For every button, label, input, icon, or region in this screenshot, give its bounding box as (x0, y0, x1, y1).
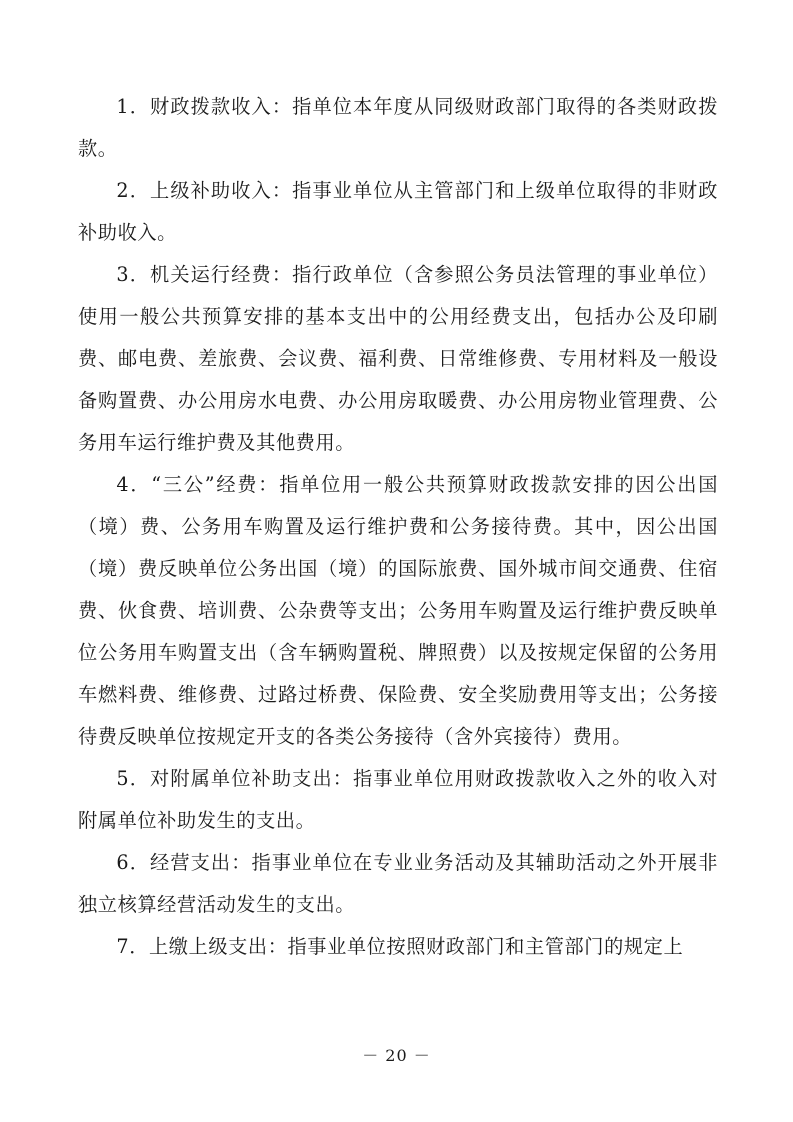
paragraph: 6．经营支出：指事业单位在专业业务活动及其辅助活动之外开展非独立核算经营活动发生的支出。 (78, 851, 718, 916)
paragraph: 7．上缴上级支出：指事业单位按照财政部门和主管部门的规定上 (116, 935, 684, 958)
paragraph: 2．上级补助收入：指事业单位从主管部门和上级单位取得的非财政补助收入。 (78, 179, 718, 244)
page-number: － 20 － (362, 1046, 431, 1065)
paragraph: 5．对附属单位补助支出：指事业单位用财政拨款收入之外的收入对附属单位补助发生的支出。 (78, 767, 718, 832)
paragraph: 3．机关运行经费：指行政单位（含参照公务员法管理的事业单位）使用一般公共预算安排的基本支出中的公用经费支出，包括办公及印刷费、邮电费、差旅费、会议费、福利费、日常维修费、专用材料及一般设备购置费、办公用房水电费、办公用房取暖费、办公用房物业管理费、公务用车运行维护费及其他费用。 (78, 263, 718, 454)
paragraph: 4．“三公”经费：指单位用一般公共预算财政拨款安排的因公出国（境）费、公务用车购置及运行维护费和公务接待费。其中，因公出国（境）费反映单位公务出国（境）的国际旅费、国外城市间交通费、住宿费、伙食费、培训费、公杂费等支出；公务用车购置及运行维护费反映单位公务用车购置支出（含车辆购置税、牌照费）以及按规定保留的公务用车燃料费、维修费、过路过桥费、保险费、安全奖励费用等支出；公务接待费反映单位按规定开支的各类公务接待（含外宾接待）费用。 (78, 473, 718, 748)
paragraph: 1．财政拨款收入：指单位本年度从同级财政部门取得的各类财政拨款。 (78, 95, 718, 160)
document-body (78, 86, 718, 968)
